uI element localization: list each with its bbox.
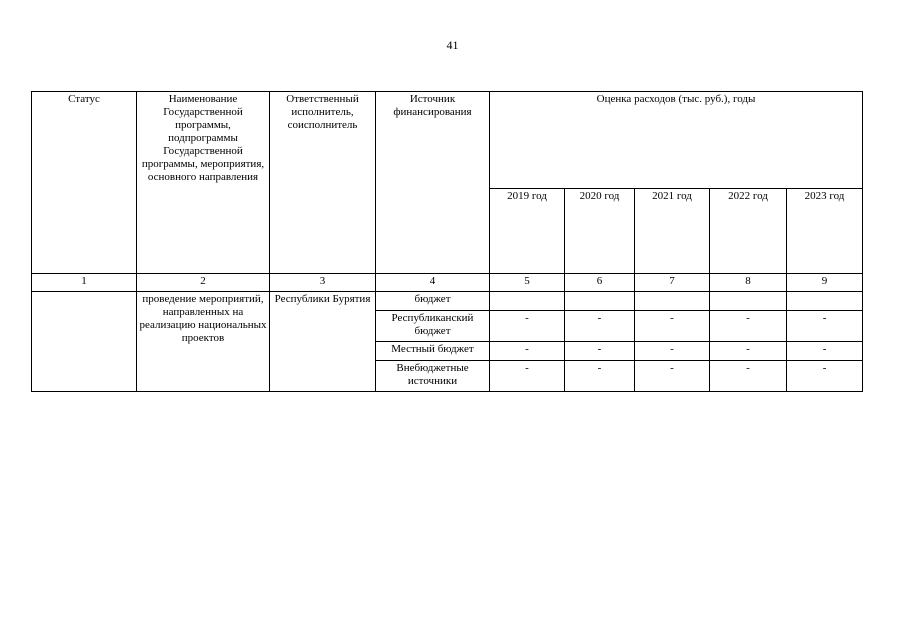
value-cell: - [787,342,863,361]
header-year: 2022 год [710,189,787,274]
value-cell: - [787,311,863,342]
value-cell [565,292,635,311]
header-year: 2023 год [787,189,863,274]
table-row [32,292,863,311]
header-responsible: Ответственный исполнитель, соисполнитель [270,92,376,274]
value-cell: - [490,361,565,392]
header-year: 2019 год [490,189,565,274]
value-cell: - [490,342,565,361]
page-number: 41 [446,38,459,52]
value-cell: - [710,311,787,342]
column-number: 4 [376,274,490,292]
column-number: 7 [635,274,710,292]
column-numbers-row [32,274,863,292]
value-cell: - [635,361,710,392]
value-cell [490,292,565,311]
column-number: 9 [787,274,863,292]
column-number: 6 [565,274,635,292]
column-number: 8 [710,274,787,292]
value-cell: - [635,342,710,361]
value-cell: - [710,342,787,361]
source-cell: Местный бюджет [376,342,490,361]
value-cell: - [787,361,863,392]
header-source: Источник финансирования [376,92,490,274]
body-name: проведение мероприятий, направленных на реализацию национальных проектов [137,292,270,392]
body-responsible: Республики Бурятия [270,292,376,392]
source-cell: бюджет [376,292,490,311]
header-estimate: Оценка расходов (тыс. руб.), годы [490,92,863,189]
column-number: 3 [270,274,376,292]
value-cell [635,292,710,311]
value-cell [787,292,863,311]
column-number: 1 [32,274,137,292]
value-cell: - [565,311,635,342]
value-cell [710,292,787,311]
source-cell: Республиканский бюджет [376,311,490,342]
header-year: 2020 год [565,189,635,274]
column-number: 2 [137,274,270,292]
value-cell: - [565,361,635,392]
source-cell: Внебюджетные источники [376,361,490,392]
value-cell: - [565,342,635,361]
body-status [32,292,137,392]
header-row [32,92,863,189]
header-status: Статус [32,92,137,274]
column-number: 5 [490,274,565,292]
header-year: 2021 год [635,189,710,274]
value-cell: - [490,311,565,342]
budget-table [31,91,863,392]
value-cell: - [710,361,787,392]
header-name: Наименование Государственной программы, подпрограммы Государственной программы, мероприятия, основного направления [137,92,270,274]
value-cell: - [635,311,710,342]
